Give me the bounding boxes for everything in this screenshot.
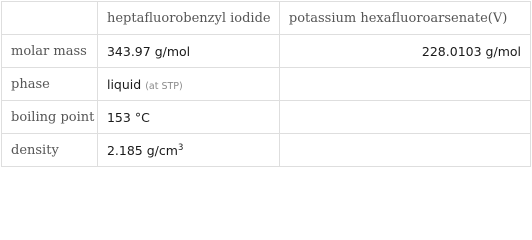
cell-phase-a: [97, 68, 279, 101]
row-label-density: density: [2, 134, 98, 167]
row-label-phase: phase: [2, 68, 98, 101]
phase-note: (at STP): [145, 80, 183, 92]
unit-base: g/cm: [146, 142, 178, 158]
cell-density-a: [97, 134, 279, 167]
unit-superscript: 3: [177, 142, 184, 153]
properties-table: [1, 1, 531, 167]
value: 153: [106, 109, 131, 125]
row-label-boiling-point: boiling point: [2, 101, 98, 134]
unit: g/mol: [485, 43, 521, 59]
header-row: [2, 2, 531, 35]
table-row: [2, 101, 531, 134]
row-label-molar-mass: molar mass: [2, 35, 98, 68]
cell-density-b: [279, 134, 530, 167]
unit: °C: [134, 109, 150, 125]
cell-molar-mass-a: [97, 35, 279, 68]
header-corner-cell: [2, 2, 98, 35]
table-row: [2, 68, 531, 101]
cell-phase-b: [279, 68, 530, 101]
header-compound-a: heptafluorobenzyl iodide: [97, 2, 279, 35]
cell-molar-mass-b: [279, 35, 530, 68]
value: 343.97: [106, 43, 151, 59]
unit: g/mol: [154, 43, 191, 59]
table-row: [2, 35, 531, 68]
table-row: [2, 134, 531, 167]
value: 228.0103: [421, 43, 482, 59]
cell-boiling-point-b: [279, 101, 530, 134]
value: 2.185: [106, 142, 143, 158]
value: liquid: [106, 76, 142, 92]
header-compound-b: potassium hexafluoroarsenate(V): [279, 2, 530, 35]
cell-boiling-point-a: [97, 101, 279, 134]
unit: [147, 143, 184, 158]
